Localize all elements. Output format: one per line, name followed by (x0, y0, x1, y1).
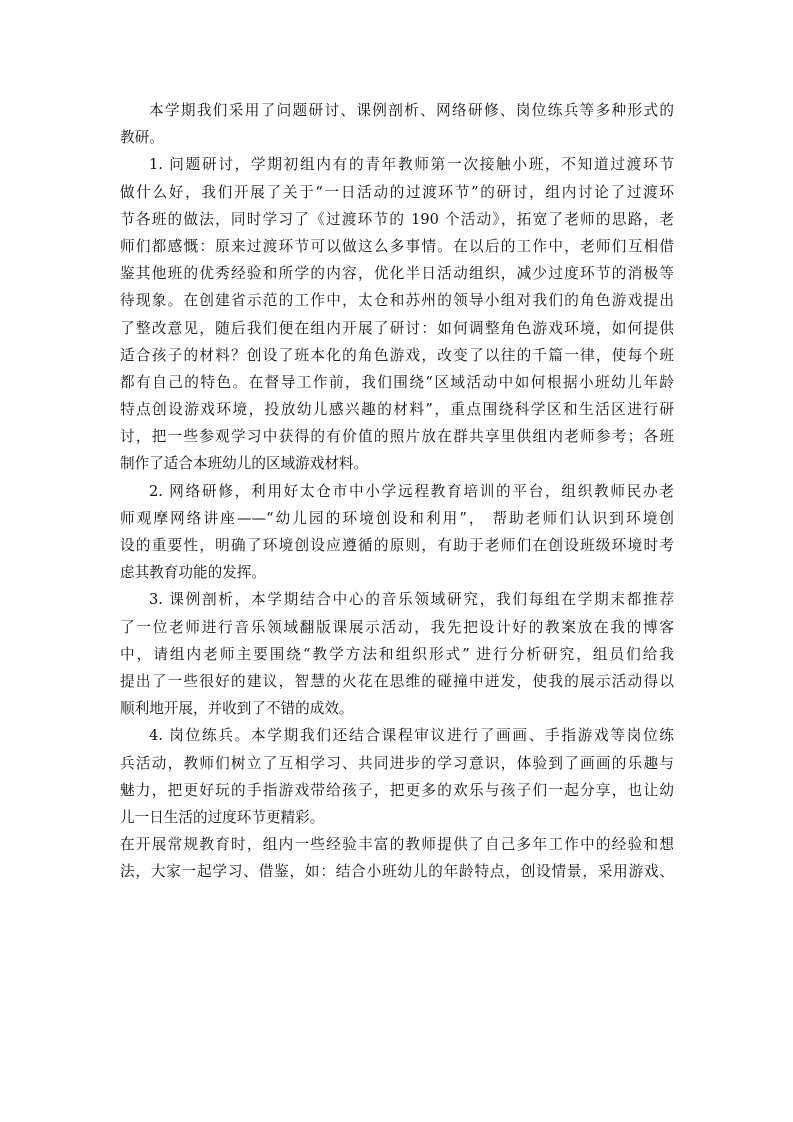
text-line: 节各班的做法，同时学习了《过渡环节的 190 个活动》，拓宽了老师的思路，老 (120, 210, 674, 228)
text-line: 了一位老师进行音乐领域翻版课展示活动，我先把设计好的教案放在我的博客 (120, 618, 674, 636)
text-line: 鉴其他班的优秀经验和所学的内容，优化半日活动组织，减少过度环节的消极等 (120, 265, 674, 283)
text-line: 2. 网络研修，利用好太仓市中小学远程教育培训的平台，组织教师民办老 (149, 482, 674, 500)
text-line: 顺利地开展，并收到了不错的成效。 (120, 700, 354, 718)
text-line: 3. 课例剖析，本学期结合中心的音乐领域研究，我们每组在学期末都推荐 (149, 591, 674, 609)
text-line: 做什么好，我们开展了关于“一日活动的过渡环节”的研讨，组内讨论了过渡环 (120, 183, 674, 201)
text-line: 设的重要性，明确了环境创设应遵循的原则，有助于老师们在创设班级环境时考 (120, 537, 674, 554)
text-line: 在开展常规教育时，组内一些经验丰富的教师提供了自己多年工作中的经验和想 (120, 836, 674, 854)
text-line: 师们都感慨：原来过渡环节可以做这么多事情。在以后的工作中，老师们互相借 (120, 237, 674, 255)
text-line: 都有自己的特色。在督导工作前，我们围绕“区域活动中如何根据小班幼儿年龄 (120, 373, 674, 391)
text-line: 中，请组内老师主要围绕“教学方法和组织形式” 进行分析研究，组员们给我 (120, 645, 674, 663)
text-line: 本学期我们采用了问题研讨、课例剖析、网络研修、岗位练兵等多种形式的 (149, 102, 674, 119)
text-line: 虑其教育功能的发挥。 (120, 564, 266, 582)
text-line: 特点创设游戏环境，投放幼儿感兴趣的材料”，重点围绕科学区和生活区进行研 (120, 401, 674, 419)
text-line: 了整改意见，随后我们便在组内开展了研讨：如何调整角色游戏环境，如何提供 (120, 319, 674, 337)
text-line: 师观摩网络讲座——“幼儿园的环境创设和利用”， 帮助老师们认识到环境创 (120, 509, 674, 527)
text-line: 魅力，把更好玩的手指游戏带给孩子，把更多的欢乐与孩子们一起分享，也让幼 (120, 781, 674, 799)
text-line: 1. 问题研讨，学期初组内有的青年教师第一次接触小班，不知道过渡环节 (149, 156, 674, 174)
document-body (120, 97, 674, 885)
text-line: 制作了适合本班幼儿的区域游戏材料。 (120, 455, 369, 473)
text-line: 讨，把一些参观学习中获得的有价值的照片放在群共享里供组内老师参考；各班 (120, 428, 674, 446)
text-line: 提出了一些很好的建议，智慧的火花在思维的碰撞中迸发，使我的展示活动得以 (120, 672, 674, 690)
text-line: 4. 岗位练兵。本学期我们还结合课程审议进行了画画、手指游戏等岗位练 (149, 727, 674, 745)
text-line: 兵活动，教师们树立了互相学习、共同进步的学习意识，体验到了画画的乐趣与 (120, 754, 674, 772)
text-line: 儿一日生活的过度环节更精彩。 (120, 808, 325, 826)
text-line: 法，大家一起学习、借鉴，如：结合小班幼儿的年龄特点，创设情景，采用游戏、 (120, 863, 674, 881)
text-line: 教研。 (120, 129, 164, 147)
text-line: 适合孩子的材料？创设了班本化的角色游戏，改变了以往的千篇一律，使每个班 (120, 346, 674, 364)
text-line: 待现象。在创建省示范的工作中，太仓和苏州的领导小组对我们的角色游戏提出 (120, 292, 674, 310)
